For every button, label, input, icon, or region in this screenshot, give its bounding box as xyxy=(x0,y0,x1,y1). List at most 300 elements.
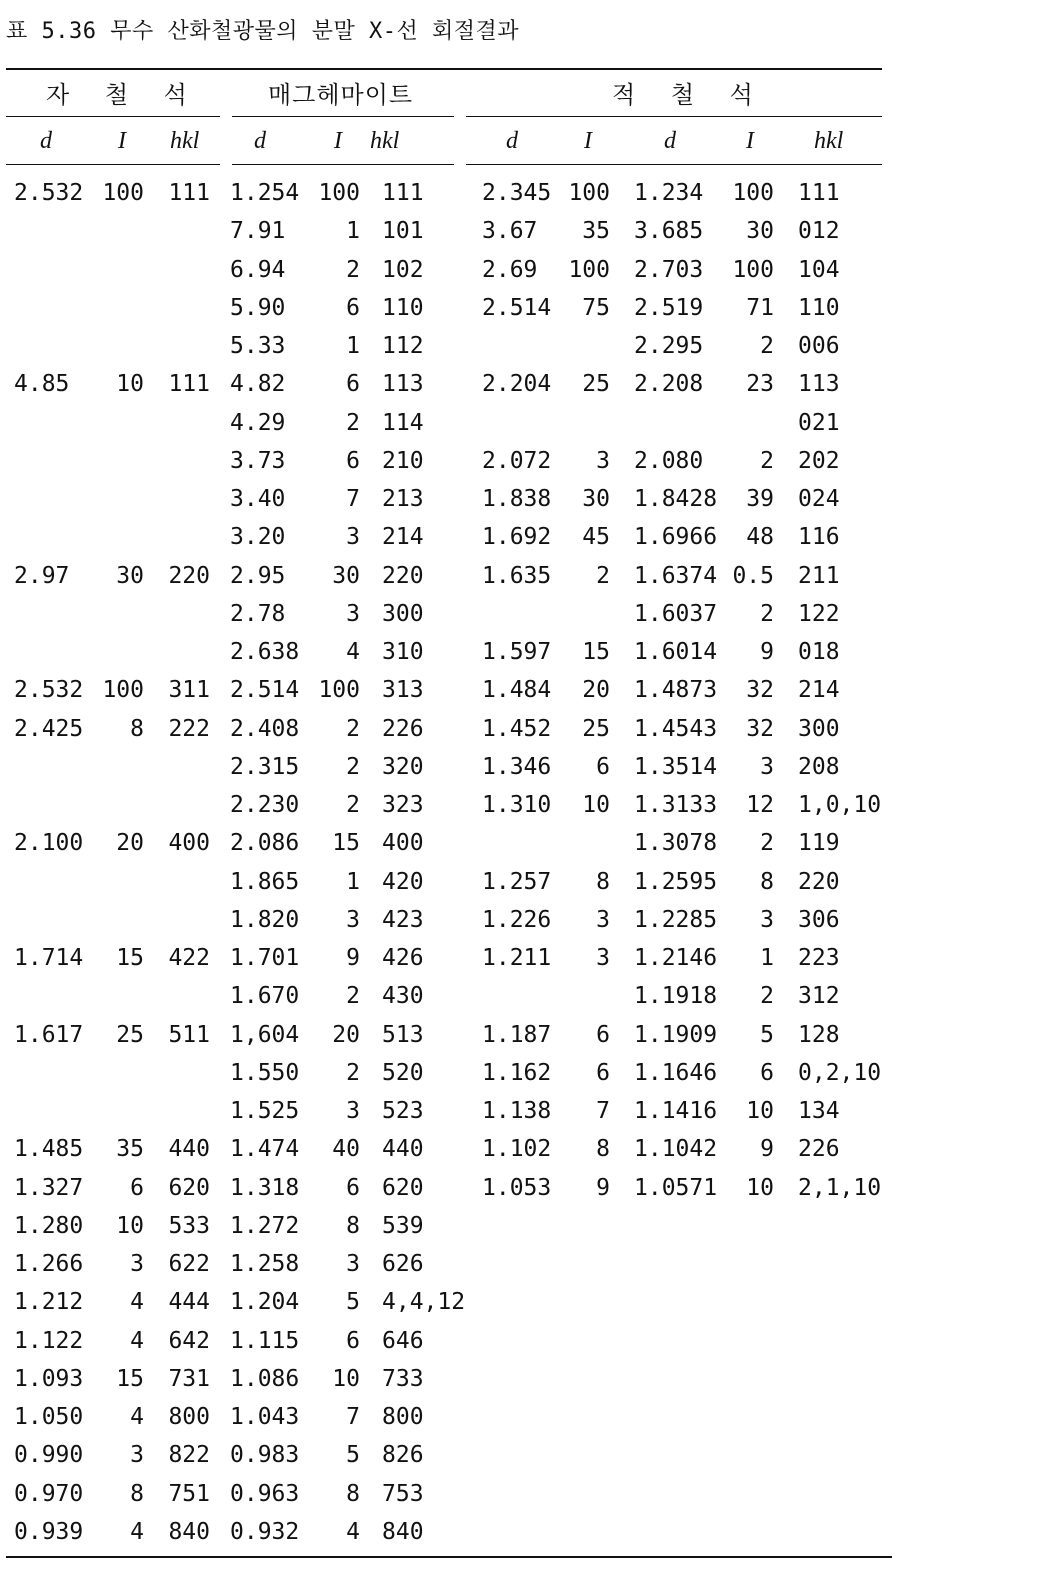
hematite-i1-cell xyxy=(560,595,610,633)
maghemite-hkl-cell: 101 xyxy=(382,218,424,244)
hematite-hkl-cell: 211 xyxy=(798,563,840,589)
maghemite-hkl-cell: 400 xyxy=(382,830,424,856)
hematite-i1-cell xyxy=(560,824,610,862)
bottom-rule xyxy=(6,1556,892,1558)
magnetite-d-cell xyxy=(14,327,84,365)
maghemite-d-cell: 1.272 xyxy=(230,1213,300,1239)
hematite-hkl-cell: 122 xyxy=(798,601,840,627)
maghemite-hkl-cell: 102 xyxy=(382,257,424,283)
maghemite-i-cell: 3 xyxy=(346,601,360,627)
maghemite-d-cell: 2.230 xyxy=(230,792,300,818)
hematite-i2-cell: 100 xyxy=(732,257,774,283)
magnetite-hkl-cell: 220 xyxy=(168,563,210,589)
magnetite-d-cell: 2.97 xyxy=(14,563,70,589)
hematite-i2-cell: 23 xyxy=(746,371,774,397)
hematite-hkl-cell: 226 xyxy=(798,1136,840,1162)
magnetite-d-cell: 0.970 xyxy=(14,1481,84,1507)
table-caption: 표 5.36 무수 산화철광물의 분말 X-선 회절결과 xyxy=(6,19,519,44)
hematite-i1-cell xyxy=(560,404,610,442)
magnetite-d-cell: 1.050 xyxy=(14,1404,84,1430)
hematite-hkl-cell: 116 xyxy=(798,524,840,550)
magnetite-d-cell: 2.532 xyxy=(14,677,84,703)
top-rule xyxy=(6,68,882,70)
hematite-d2-cell: 2.080 xyxy=(634,448,704,474)
magnetite-i-cell: 15 xyxy=(116,945,144,971)
hematite-d2-cell: 1.3078 xyxy=(634,830,718,856)
maghemite-d-cell: 0.983 xyxy=(230,1442,300,1468)
magnetite-hkl-cell: 111 xyxy=(168,180,210,206)
magnetite-i-cell xyxy=(94,1054,144,1092)
magnetite-hkl-cell: 642 xyxy=(168,1328,210,1354)
magnetite-d-cell xyxy=(14,863,84,901)
hematite-hkl-cell: 306 xyxy=(798,907,840,933)
magnetite-hkl-cell: 620 xyxy=(168,1175,210,1201)
maghemite-hkl-cell: 310 xyxy=(382,639,424,665)
hematite-d2-cell: 1.2146 xyxy=(634,945,718,971)
maghemite-hkl-cell: 753 xyxy=(382,1481,424,1507)
magnetite-d-cell: 1.714 xyxy=(14,945,84,971)
hematite-hkl-cell: 312 xyxy=(798,983,840,1009)
magnetite-i-cell xyxy=(94,289,144,327)
hematite-d2-cell xyxy=(634,404,714,442)
maghemite-d-cell: 1.115 xyxy=(230,1328,300,1354)
maghemite-d-cell: 1.086 xyxy=(230,1366,300,1392)
maghemite-i-cell: 7 xyxy=(346,1404,360,1430)
magnetite-i-cell: 30 xyxy=(116,563,144,589)
magnetite-d-cell xyxy=(14,442,84,480)
hematite-i1-cell xyxy=(560,327,610,365)
maghemite-i-cell: 8 xyxy=(346,1481,360,1507)
maghemite-hkl-cell: 111 xyxy=(382,180,424,206)
magnetite-hkl-cell: 622 xyxy=(168,1251,210,1277)
magnetite-d-cell xyxy=(14,1092,84,1130)
magnetite-i-cell xyxy=(94,212,144,250)
hematite-d2-cell: 1.6966 xyxy=(634,524,718,550)
magnetite-hkl-cell xyxy=(160,327,210,365)
magnetite-hkl-cell: 444 xyxy=(168,1289,210,1315)
hematite-i2-cell: 2 xyxy=(760,601,774,627)
maghemite-hkl-cell: 4,4,12 xyxy=(382,1289,466,1315)
maghemite-hkl-cell: 840 xyxy=(382,1519,424,1545)
maghemite-hkl-cell: 214 xyxy=(382,524,424,550)
maghemite-d-cell: 2.78 xyxy=(230,601,286,627)
magnetite-hkl-cell xyxy=(160,442,210,480)
magnetite-i-cell xyxy=(94,1092,144,1130)
magnetite-d-cell xyxy=(14,1054,84,1092)
hematite-d1-cell: 1.452 xyxy=(482,716,552,742)
maghemite-d-cell: 0.932 xyxy=(230,1519,300,1545)
maghemite-hkl-cell: 733 xyxy=(382,1366,424,1392)
hematite-d1-cell: 1.635 xyxy=(482,563,552,589)
maghemite-d-cell: 1.474 xyxy=(230,1136,300,1162)
maghemite-hkl-cell: 320 xyxy=(382,754,424,780)
group-header-magnetite: 자 철 석 xyxy=(46,81,201,109)
hematite-i2-cell: 12 xyxy=(746,792,774,818)
magnetite-i-cell: 100 xyxy=(102,677,144,703)
magnetite-i-cell: 10 xyxy=(116,371,144,397)
maghemite-hkl-cell: 110 xyxy=(382,295,424,321)
maghemite-d-cell: 1.318 xyxy=(230,1175,300,1201)
hematite-hkl-cell: 024 xyxy=(798,486,840,512)
magnetite-hkl-cell xyxy=(160,633,210,671)
magnetite-d-cell: 1.212 xyxy=(14,1289,84,1315)
group-header-hematite: 적 철 석 xyxy=(612,81,767,109)
col-header-hematite-d1: d xyxy=(506,128,518,154)
hematite-hkl-cell: 300 xyxy=(798,716,840,742)
hematite-hkl-cell: 018 xyxy=(798,639,840,665)
hematite-hkl-cell: 111 xyxy=(798,180,840,206)
maghemite-d-cell: 5.90 xyxy=(230,295,286,321)
maghemite-d-cell: 1.204 xyxy=(230,1289,300,1315)
col-header-hematite-I1: I xyxy=(584,128,592,154)
maghemite-i-cell: 9 xyxy=(346,945,360,971)
hematite-i1-cell: 3 xyxy=(596,907,610,933)
magnetite-hkl-cell: 400 xyxy=(168,830,210,856)
header-rule-mid xyxy=(232,164,454,165)
col-header-magnetite-d: d xyxy=(40,128,52,154)
maghemite-d-cell: 1.820 xyxy=(230,907,300,933)
magnetite-d-cell xyxy=(14,289,84,327)
magnetite-hkl-cell: 311 xyxy=(168,677,210,703)
magnetite-i-cell: 15 xyxy=(116,1366,144,1392)
maghemite-i-cell: 3 xyxy=(346,1251,360,1277)
hematite-i2-cell: 0.5 xyxy=(732,563,774,589)
maghemite-i-cell: 4 xyxy=(346,1519,360,1545)
hematite-d1-cell: 2.072 xyxy=(482,448,552,474)
hematite-i2-cell: 32 xyxy=(746,677,774,703)
maghemite-d-cell: 1.670 xyxy=(230,983,300,1009)
magnetite-hkl-cell xyxy=(160,212,210,250)
maghemite-hkl-cell: 423 xyxy=(382,907,424,933)
magnetite-i-cell: 100 xyxy=(102,180,144,206)
hematite-d2-cell: 1.6014 xyxy=(634,639,718,665)
maghemite-d-cell: 3.73 xyxy=(230,448,286,474)
hematite-i2-cell: 39 xyxy=(746,486,774,512)
maghemite-i-cell: 6 xyxy=(346,1175,360,1201)
maghemite-hkl-cell: 226 xyxy=(382,716,424,742)
hematite-i2-cell: 100 xyxy=(732,180,774,206)
hematite-d1-cell: 2.204 xyxy=(482,371,552,397)
hematite-i1-cell: 6 xyxy=(596,754,610,780)
hematite-i1-cell: 6 xyxy=(596,1060,610,1086)
hematite-d1-cell xyxy=(482,824,552,862)
hematite-hkl-cell: 1,0,10 xyxy=(798,792,882,818)
maghemite-d-cell: 1.043 xyxy=(230,1404,300,1430)
maghemite-i-cell: 5 xyxy=(346,1442,360,1468)
maghemite-d-cell: 1.258 xyxy=(230,1251,300,1277)
group-header-maghemite: 매그헤마이트 xyxy=(268,81,414,109)
maghemite-d-cell: 1.701 xyxy=(230,945,300,971)
maghemite-hkl-cell: 800 xyxy=(382,1404,424,1430)
magnetite-i-cell xyxy=(94,863,144,901)
hematite-d1-cell: 1.053 xyxy=(482,1175,552,1201)
maghemite-i-cell: 6 xyxy=(346,448,360,474)
hematite-i1-cell: 6 xyxy=(596,1022,610,1048)
magnetite-hkl-cell: 422 xyxy=(168,945,210,971)
magnetite-hkl-cell: 800 xyxy=(168,1404,210,1430)
col-header-hematite-hkl: hkl xyxy=(814,128,844,154)
maghemite-i-cell: 2 xyxy=(346,716,360,742)
magnetite-i-cell: 10 xyxy=(116,1213,144,1239)
magnetite-d-cell xyxy=(14,212,84,250)
hematite-i2-cell: 2 xyxy=(760,448,774,474)
magnetite-d-cell xyxy=(14,977,84,1015)
maghemite-hkl-cell: 213 xyxy=(382,486,424,512)
magnetite-i-cell xyxy=(94,786,144,824)
hematite-i2-cell: 71 xyxy=(746,295,774,321)
hematite-i1-cell: 100 xyxy=(568,257,610,283)
hematite-i1-cell: 7 xyxy=(596,1098,610,1124)
magnetite-d-cell: 0.990 xyxy=(14,1442,84,1468)
maghemite-hkl-cell: 430 xyxy=(382,983,424,1009)
hematite-i1-cell: 8 xyxy=(596,1136,610,1162)
magnetite-hkl-cell xyxy=(160,480,210,518)
magnetite-d-cell xyxy=(14,404,84,442)
magnetite-i-cell xyxy=(94,977,144,1015)
group-rule-maghemite xyxy=(232,116,454,117)
magnetite-i-cell xyxy=(94,327,144,365)
magnetite-i-cell xyxy=(94,251,144,289)
hematite-d1-cell: 1.257 xyxy=(482,869,552,895)
maghemite-d-cell: 6.94 xyxy=(230,257,286,283)
maghemite-d-cell: 1.254 xyxy=(230,180,300,206)
hematite-i1-cell: 10 xyxy=(582,792,610,818)
hematite-i2-cell: 8 xyxy=(760,869,774,895)
hematite-d2-cell: 1.4543 xyxy=(634,716,718,742)
maghemite-d-cell: 1.550 xyxy=(230,1060,300,1086)
hematite-hkl-cell: 119 xyxy=(798,830,840,856)
hematite-i2-cell: 2 xyxy=(760,830,774,856)
magnetite-i-cell: 3 xyxy=(130,1251,144,1277)
maghemite-d-cell: 2.408 xyxy=(230,716,300,742)
magnetite-d-cell: 2.532 xyxy=(14,180,84,206)
magnetite-i-cell xyxy=(94,442,144,480)
hematite-i1-cell: 2 xyxy=(596,563,610,589)
hematite-i2-cell: 10 xyxy=(746,1175,774,1201)
hematite-i2-cell: 2 xyxy=(760,983,774,1009)
maghemite-hkl-cell: 646 xyxy=(382,1328,424,1354)
maghemite-i-cell: 40 xyxy=(332,1136,360,1162)
maghemite-d-cell: 2.638 xyxy=(230,639,300,665)
hematite-d1-cell: 2.69 xyxy=(482,257,538,283)
magnetite-hkl-cell: 533 xyxy=(168,1213,210,1239)
magnetite-d-cell: 1.280 xyxy=(14,1213,84,1239)
magnetite-d-cell: 1.093 xyxy=(14,1366,84,1392)
maghemite-i-cell: 6 xyxy=(346,371,360,397)
maghemite-i-cell: 3 xyxy=(346,1098,360,1124)
maghemite-d-cell: 7.91 xyxy=(230,218,286,244)
hematite-d2-cell: 1.6374 xyxy=(634,563,718,589)
hematite-i1-cell: 30 xyxy=(582,486,610,512)
hematite-d2-cell: 1.0571 xyxy=(634,1175,718,1201)
magnetite-hkl-cell: 222 xyxy=(168,716,210,742)
maghemite-i-cell: 20 xyxy=(332,1022,360,1048)
magnetite-hkl-cell xyxy=(160,786,210,824)
hematite-d1-cell: 2.514 xyxy=(482,295,552,321)
magnetite-hkl-cell xyxy=(160,251,210,289)
maghemite-hkl-cell: 440 xyxy=(382,1136,424,1162)
hematite-d1-cell: 1.211 xyxy=(482,945,552,971)
maghemite-i-cell: 1 xyxy=(346,218,360,244)
maghemite-d-cell: 1.865 xyxy=(230,869,300,895)
maghemite-d-cell: 1.525 xyxy=(230,1098,300,1124)
maghemite-d-cell: 4.82 xyxy=(230,371,286,397)
maghemite-i-cell: 2 xyxy=(346,1060,360,1086)
maghemite-hkl-cell: 626 xyxy=(382,1251,424,1277)
magnetite-i-cell: 6 xyxy=(130,1175,144,1201)
maghemite-hkl-cell: 539 xyxy=(382,1213,424,1239)
hematite-d2-cell: 1.4873 xyxy=(634,677,718,703)
magnetite-d-cell xyxy=(14,480,84,518)
maghemite-i-cell: 30 xyxy=(332,563,360,589)
hematite-i2-cell: 48 xyxy=(746,524,774,550)
col-header-maghemite-d: d xyxy=(254,128,266,154)
hematite-i2-cell: 30 xyxy=(746,218,774,244)
hematite-d2-cell: 1.2285 xyxy=(634,907,718,933)
magnetite-hkl-cell xyxy=(160,1054,210,1092)
magnetite-d-cell xyxy=(14,518,84,556)
hematite-d1-cell xyxy=(482,327,552,365)
hematite-d2-cell: 1.1909 xyxy=(634,1022,718,1048)
maghemite-d-cell: 3.40 xyxy=(230,486,286,512)
hematite-i2-cell xyxy=(722,404,774,442)
maghemite-hkl-cell: 523 xyxy=(382,1098,424,1124)
magnetite-i-cell: 4 xyxy=(130,1404,144,1430)
hematite-i2-cell: 5 xyxy=(760,1022,774,1048)
maghemite-i-cell: 7 xyxy=(346,486,360,512)
magnetite-d-cell xyxy=(14,633,84,671)
magnetite-i-cell: 4 xyxy=(130,1519,144,1545)
hematite-i1-cell: 3 xyxy=(596,945,610,971)
hematite-i1-cell: 75 xyxy=(582,295,610,321)
magnetite-hkl-cell: 511 xyxy=(168,1022,210,1048)
maghemite-d-cell: 2.514 xyxy=(230,677,300,703)
maghemite-hkl-cell: 426 xyxy=(382,945,424,971)
hematite-d1-cell: 1.597 xyxy=(482,639,552,665)
maghemite-i-cell: 2 xyxy=(346,257,360,283)
magnetite-hkl-cell xyxy=(160,518,210,556)
group-rule-hematite xyxy=(466,116,882,117)
hematite-d1-cell xyxy=(482,977,552,1015)
maghemite-hkl-cell: 826 xyxy=(382,1442,424,1468)
hematite-d2-cell: 1.1918 xyxy=(634,983,718,1009)
maghemite-i-cell: 6 xyxy=(346,295,360,321)
hematite-i2-cell: 2 xyxy=(760,333,774,359)
hematite-d1-cell: 2.345 xyxy=(482,180,552,206)
hematite-i1-cell: 25 xyxy=(582,371,610,397)
hematite-i1-cell: 3 xyxy=(596,448,610,474)
hematite-hkl-cell: 223 xyxy=(798,945,840,971)
magnetite-d-cell xyxy=(14,748,84,786)
maghemite-i-cell: 2 xyxy=(346,754,360,780)
magnetite-i-cell: 35 xyxy=(116,1136,144,1162)
col-header-magnetite-I: I xyxy=(118,128,126,154)
hematite-i2-cell: 9 xyxy=(760,639,774,665)
hematite-hkl-cell: 104 xyxy=(798,257,840,283)
maghemite-i-cell: 2 xyxy=(346,983,360,1009)
magnetite-hkl-cell xyxy=(160,863,210,901)
hematite-d1-cell: 1.187 xyxy=(482,1022,552,1048)
maghemite-hkl-cell: 300 xyxy=(382,601,424,627)
hematite-d1-cell: 1.346 xyxy=(482,754,552,780)
magnetite-i-cell xyxy=(94,633,144,671)
maghemite-hkl-cell: 210 xyxy=(382,448,424,474)
hematite-i1-cell: 8 xyxy=(596,869,610,895)
hematite-hkl-cell: 2,1,10 xyxy=(798,1175,882,1201)
hematite-d2-cell: 2.295 xyxy=(634,333,704,359)
magnetite-i-cell: 8 xyxy=(130,716,144,742)
magnetite-d-cell: 2.100 xyxy=(14,830,84,856)
maghemite-i-cell: 3 xyxy=(346,524,360,550)
magnetite-i-cell: 4 xyxy=(130,1289,144,1315)
maghemite-hkl-cell: 313 xyxy=(382,677,424,703)
col-header-hematite-I2: I xyxy=(746,128,754,154)
hematite-i1-cell: 15 xyxy=(582,639,610,665)
col-header-maghemite-I: I xyxy=(334,128,342,154)
magnetite-hkl-cell: 440 xyxy=(168,1136,210,1162)
header-rule-left xyxy=(6,164,220,165)
col-header-magnetite-hkl: hkl xyxy=(170,128,200,154)
maghemite-i-cell: 15 xyxy=(332,830,360,856)
magnetite-hkl-cell xyxy=(160,289,210,327)
hematite-d1-cell xyxy=(482,404,552,442)
hematite-i2-cell: 1 xyxy=(760,945,774,971)
hematite-d1-cell xyxy=(482,595,552,633)
maghemite-hkl-cell: 620 xyxy=(382,1175,424,1201)
hematite-d2-cell: 2.703 xyxy=(634,257,704,283)
col-header-hematite-d2: d xyxy=(664,128,676,154)
hematite-hkl-cell: 208 xyxy=(798,754,840,780)
magnetite-i-cell xyxy=(94,480,144,518)
hematite-i1-cell: 45 xyxy=(582,524,610,550)
magnetite-hkl-cell: 111 xyxy=(168,371,210,397)
maghemite-hkl-cell: 112 xyxy=(382,333,424,359)
hematite-i2-cell: 3 xyxy=(760,754,774,780)
magnetite-hkl-cell xyxy=(160,977,210,1015)
hematite-d2-cell: 1.3514 xyxy=(634,754,718,780)
maghemite-i-cell: 100 xyxy=(318,180,360,206)
hematite-hkl-cell: 214 xyxy=(798,677,840,703)
hematite-d2-cell: 1.1646 xyxy=(634,1060,718,1086)
maghemite-i-cell: 4 xyxy=(346,639,360,665)
maghemite-hkl-cell: 114 xyxy=(382,410,424,436)
magnetite-i-cell: 3 xyxy=(130,1442,144,1468)
maghemite-i-cell: 5 xyxy=(346,1289,360,1315)
hematite-hkl-cell: 128 xyxy=(798,1022,840,1048)
hematite-d1-cell: 1.692 xyxy=(482,524,552,550)
hematite-d1-cell: 1.310 xyxy=(482,792,552,818)
magnetite-d-cell xyxy=(14,595,84,633)
magnetite-i-cell xyxy=(94,404,144,442)
magnetite-d-cell: 1.485 xyxy=(14,1136,84,1162)
magnetite-i-cell: 8 xyxy=(130,1481,144,1507)
magnetite-d-cell xyxy=(14,901,84,939)
hematite-i1-cell: 25 xyxy=(582,716,610,742)
magnetite-i-cell: 20 xyxy=(116,830,144,856)
magnetite-hkl-cell: 840 xyxy=(168,1519,210,1545)
hematite-hkl-cell: 134 xyxy=(798,1098,840,1124)
maghemite-hkl-cell: 520 xyxy=(382,1060,424,1086)
maghemite-d-cell: 1,604 xyxy=(230,1022,300,1048)
hematite-d1-cell: 1.226 xyxy=(482,907,552,933)
hematite-hkl-cell: 0,2,10 xyxy=(798,1060,882,1086)
maghemite-d-cell: 2.086 xyxy=(230,830,300,856)
magnetite-i-cell: 4 xyxy=(130,1328,144,1354)
col-header-maghemite-hkl: hkl xyxy=(370,128,400,154)
hematite-i2-cell: 3 xyxy=(760,907,774,933)
magnetite-d-cell: 4.85 xyxy=(14,371,70,397)
magnetite-hkl-cell: 822 xyxy=(168,1442,210,1468)
